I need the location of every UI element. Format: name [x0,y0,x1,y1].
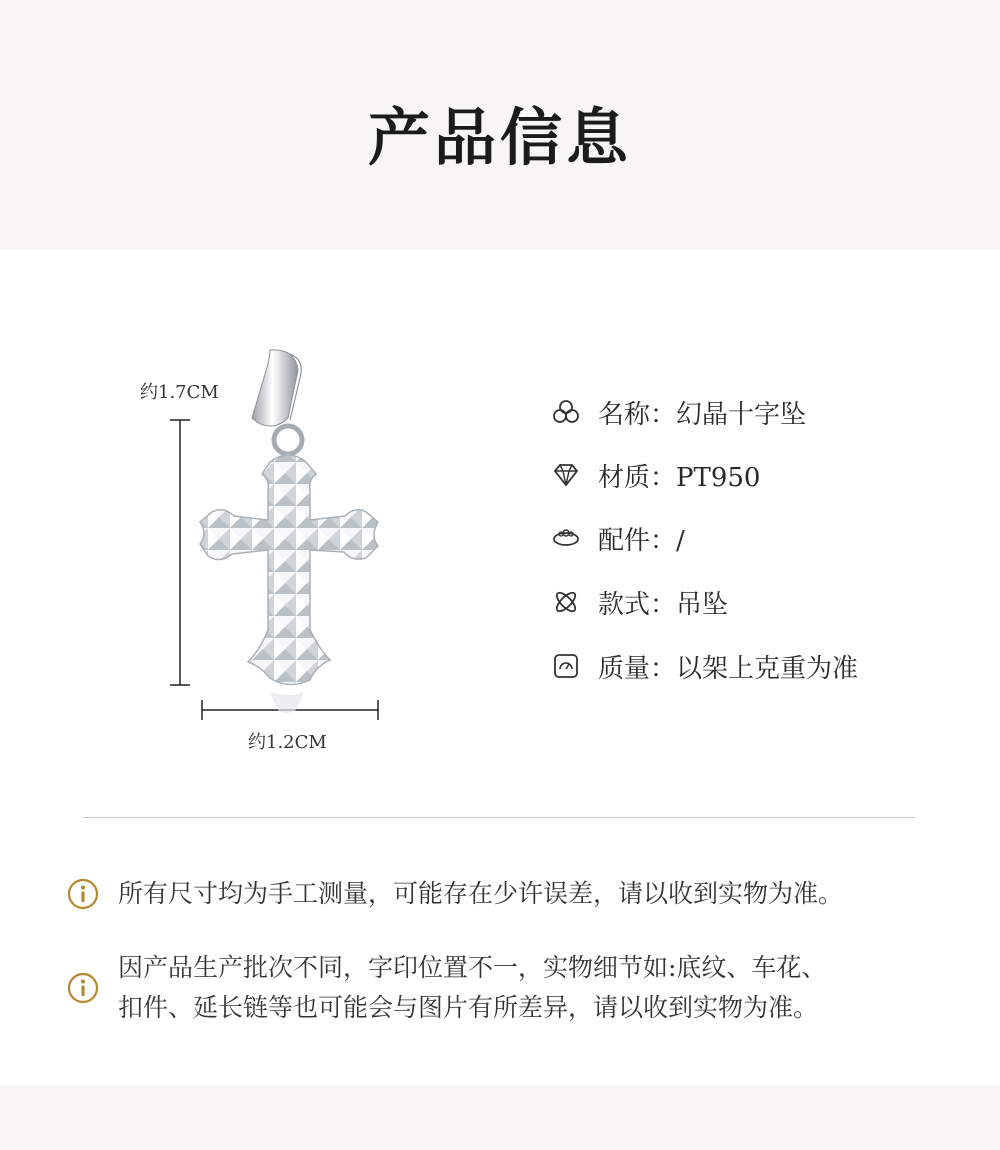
info-icon [66,971,100,1005]
note-measurement [66,874,843,914]
spec-row-weight [552,646,858,686]
spec-text: 材质：PT950 [598,462,761,493]
clover-icon [552,398,580,426]
scale-icon [552,652,580,680]
product-figure [120,330,420,770]
page-title: 产品信息 [367,101,632,174]
spec-text: 配件：/ [598,525,685,556]
info-icon [66,877,100,911]
spec-row-material [552,455,760,495]
spec-row-accessory [552,518,685,558]
pendant-drawing [120,330,420,770]
spec-text: 名称：幻晶十字坠 [598,399,807,430]
knot-icon [552,588,580,616]
spec-text: 款式：吊坠 [598,589,729,620]
note-text: 所有尺寸均为手工测量，可能存在少许误差，请以收到实物为准。 [118,879,844,908]
section-divider [83,817,915,818]
spec-row-name [552,392,806,432]
height-dimension-line [170,420,190,685]
note-variation [66,948,826,1028]
note-text-block [118,948,826,1028]
spec-text: 质量：以架上克重为准 [598,653,859,684]
note-line: 扣件、延长链等也可能会与图片有所差异，请以收到实物为准。 [118,993,819,1022]
footer-band [0,1085,1000,1150]
ring-icon [552,524,580,552]
note-line: 因产品生产批次不同，字印位置不一，实物细节如:底纹、车花、 [118,953,827,982]
spec-row-style [552,582,728,622]
height-label: 约1.7CM [140,382,219,403]
width-label: 约1.2CM [248,732,327,753]
diamond-icon [552,461,580,489]
